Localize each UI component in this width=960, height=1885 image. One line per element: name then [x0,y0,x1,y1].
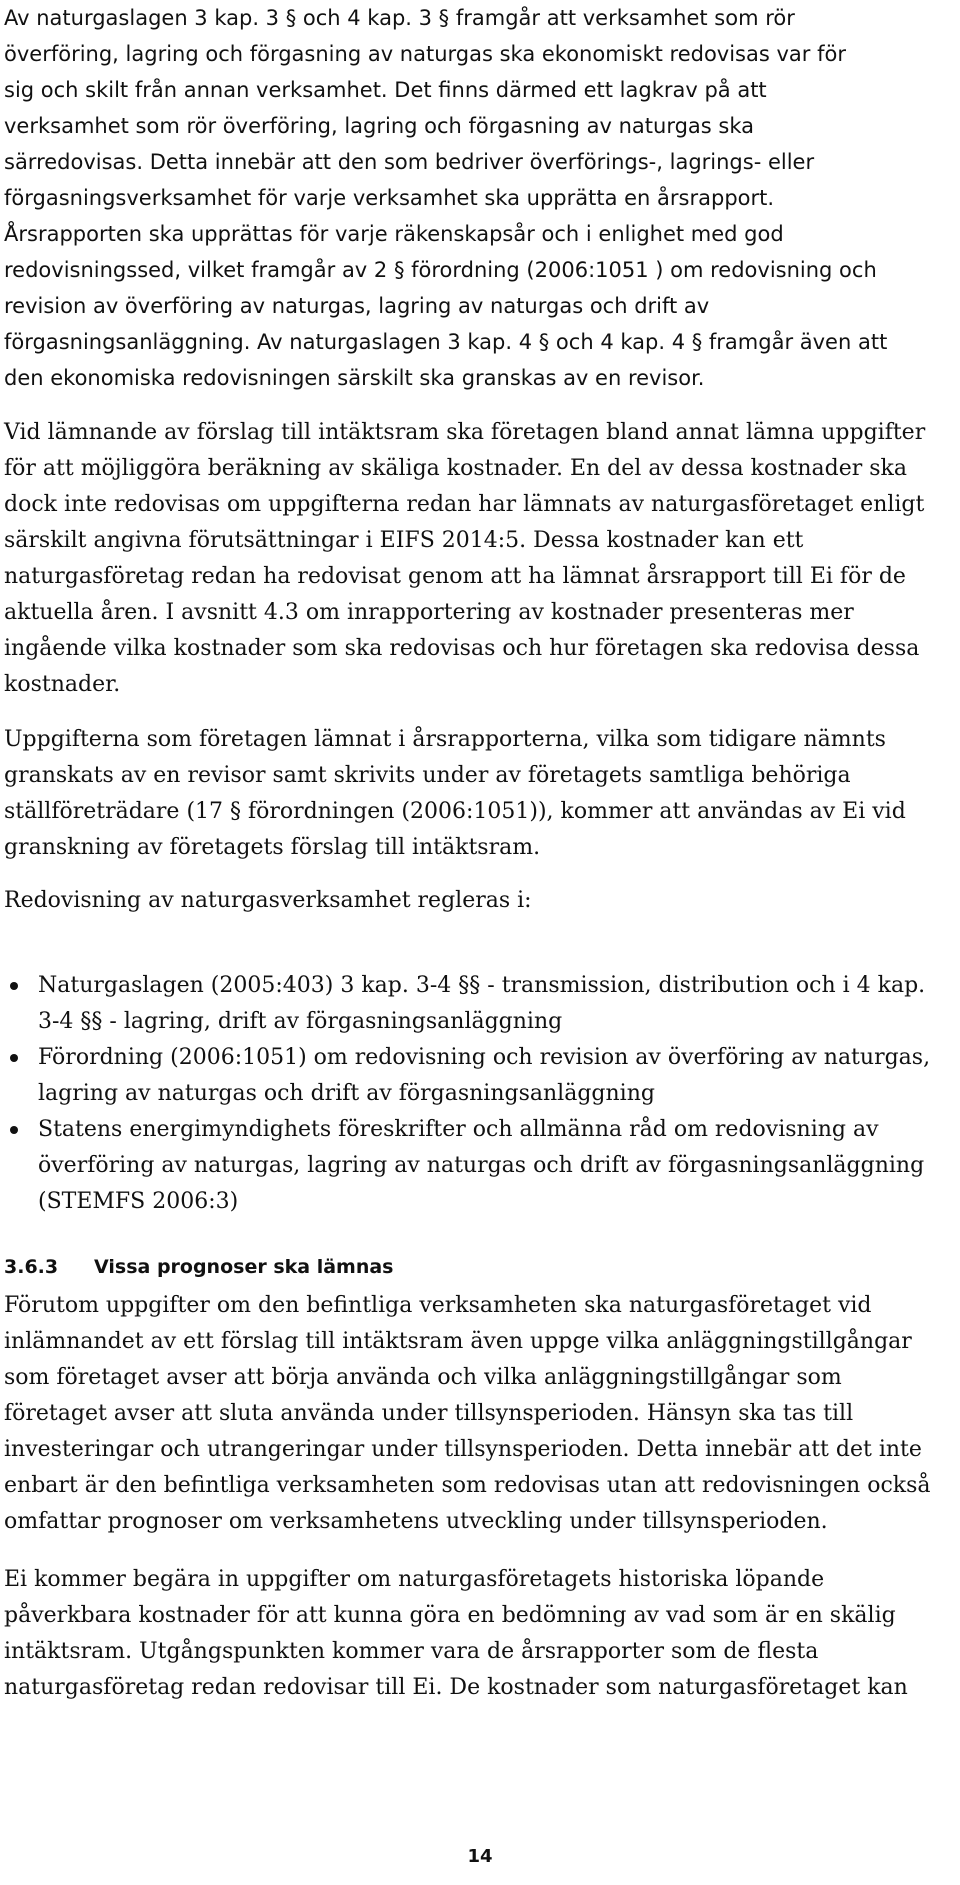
text-line: Av naturgaslagen 3 kap. 3 § och 4 kap. 3 § framgår att verksamhet som rör [4,6,795,30]
paragraph-revenue-cap-costs [4,415,954,703]
text-line: ingående vilka kostnader som ska redovisas och hur företagen ska redovisa dessa [4,636,920,661]
text-line: Statens energimyndighets föreskrifter och allmänna råd om redovisning av [38,1117,879,1142]
text-line: sig och skilt från annan verksamhet. Det finns därmed ett lagkrav på att [4,78,767,102]
text-line: påverkbara kostnader för att kunna göra en bedömning av vad som är en skälig [4,1603,896,1628]
text-line: intäktsram. Utgångspunkten kommer vara de årsrapporter som de flesta [4,1639,819,1664]
text-line: Årsrapporten ska upprättas för varje räkenskapsår och i enlighet med god [4,222,784,246]
text-line: särskilt angivna förutsättningar i EIFS 2014:5. Dessa kostnader kan ett [4,528,804,553]
text-line: naturgasföretag redan redovisar till Ei. De kostnader som naturgasföretaget kan [4,1675,908,1700]
text-line: lagring av naturgas och drift av förgasningsanläggning [38,1081,655,1106]
text-line: enbart är den befintliga verksamheten som redovisas utan att redovisningen också [4,1473,931,1498]
text-line: dock inte redovisas om uppgifterna redan har lämnats av naturgasföretaget enligt [4,492,925,517]
text-line: redovisningssed, vilket framgår av 2 § förordning (2006:1051 ) om redovisning och [4,258,877,282]
bullet-icon [10,1054,18,1062]
list-item [0,1040,960,1112]
list-item [0,968,960,1040]
paragraph-regulation-intro [4,883,954,919]
text-line: förgasningsverksamhet för varje verksamhet ska upprätta en årsrapport. [4,186,775,210]
list-item [0,1112,960,1220]
text-line: granskning av företagets förslag till intäktsram. [4,835,541,860]
text-line: kostnader. [4,672,121,697]
text-line: Vid lämnande av förslag till intäktsram ska företagen bland annat lämna uppgifter [4,420,926,445]
text-line: investeringar och utrangeringar under tillsynsperioden. Detta innebär att det inte [4,1437,922,1462]
text-line: verksamhet som rör överföring, lagring och förgasning av naturgas ska [4,114,755,138]
page-number: 14 [467,1846,493,1867]
regulation-list [0,968,960,1220]
section-number: 3.6.3 [4,1256,59,1278]
text-line: som företaget avser att börja använda och vilka anläggningstillgångar som [4,1365,842,1390]
text-line: Uppgifterna som företagen lämnat i årsrapporterna, vilka som tidigare nämnts [4,727,886,752]
paragraph-legal-requirement [4,0,954,396]
text-line: för att möjliggöra beräkning av skäliga kostnader. En del av dessa kostnader ska [4,456,907,481]
paragraph-annual-reports [4,722,954,866]
section-heading [4,1249,394,1285]
text-line: förgasningsanläggning. Av naturgaslagen 3 kap. 4 § och 4 kap. 4 § framgår även att [4,330,888,354]
text-line: revision av överföring av naturgas, lagring av naturgas och drift av [4,294,710,318]
text-line: särredovisas. Detta innebär att den som bedriver överförings-, lagrings- eller [4,150,815,174]
text-line: Förutom uppgifter om den befintliga verksamheten ska naturgasföretaget vid [4,1293,872,1318]
text-line: inlämnandet av ett förslag till intäktsram även uppge vilka anläggningstillgångar [4,1329,912,1354]
text-line: ställföreträdare (17 § förordningen (2006:1051)), kommer att användas av Ei vid [4,799,906,824]
section-title: Vissa prognoser ska lämnas [94,1256,394,1278]
text-line: 3-4 §§ - lagring, drift av förgasningsanläggning [38,1009,563,1034]
text-line: Redovisning av naturgasverksamhet regleras i: [4,888,532,913]
text-line: företaget avser att sluta använda under tillsynsperioden. Hänsyn ska tas till [4,1401,854,1426]
text-line: granskats av en revisor samt skrivits under av företagets samtliga behöriga [4,763,851,788]
paragraph-forecasts [4,1288,954,1540]
text-line: naturgasföretag redan ha redovisat genom att ha lämnat årsrapport till Ei för de [4,564,906,589]
text-line: aktuella åren. I avsnitt 4.3 om inrapportering av kostnader presenteras mer [4,600,854,625]
bullet-icon [10,1126,18,1134]
text-line: Ei kommer begära in uppgifter om naturgasföretagets historiska löpande [4,1567,825,1592]
bullet-icon [10,982,18,990]
text-line: den ekonomiska redovisningen särskilt ska granskas av en revisor. [4,366,705,390]
text-line: överföring, lagring och förgasning av naturgas ska ekonomiskt redovisas var för [4,42,846,66]
text-line: Naturgaslagen (2005:403) 3 kap. 3-4 §§ - transmission, distribution och i 4 kap. [38,973,926,998]
text-line: (STEMFS 2006:3) [38,1189,239,1214]
text-line: överföring av naturgas, lagring av naturgas och drift av förgasningsanläggning [38,1153,925,1178]
text-line: Förordning (2006:1051) om redovisning och revision av överföring av naturgas, [38,1045,931,1070]
text-line: omfattar prognoser om verksamhetens utveckling under tillsynsperioden. [4,1509,828,1534]
paragraph-historical-costs [4,1562,954,1706]
